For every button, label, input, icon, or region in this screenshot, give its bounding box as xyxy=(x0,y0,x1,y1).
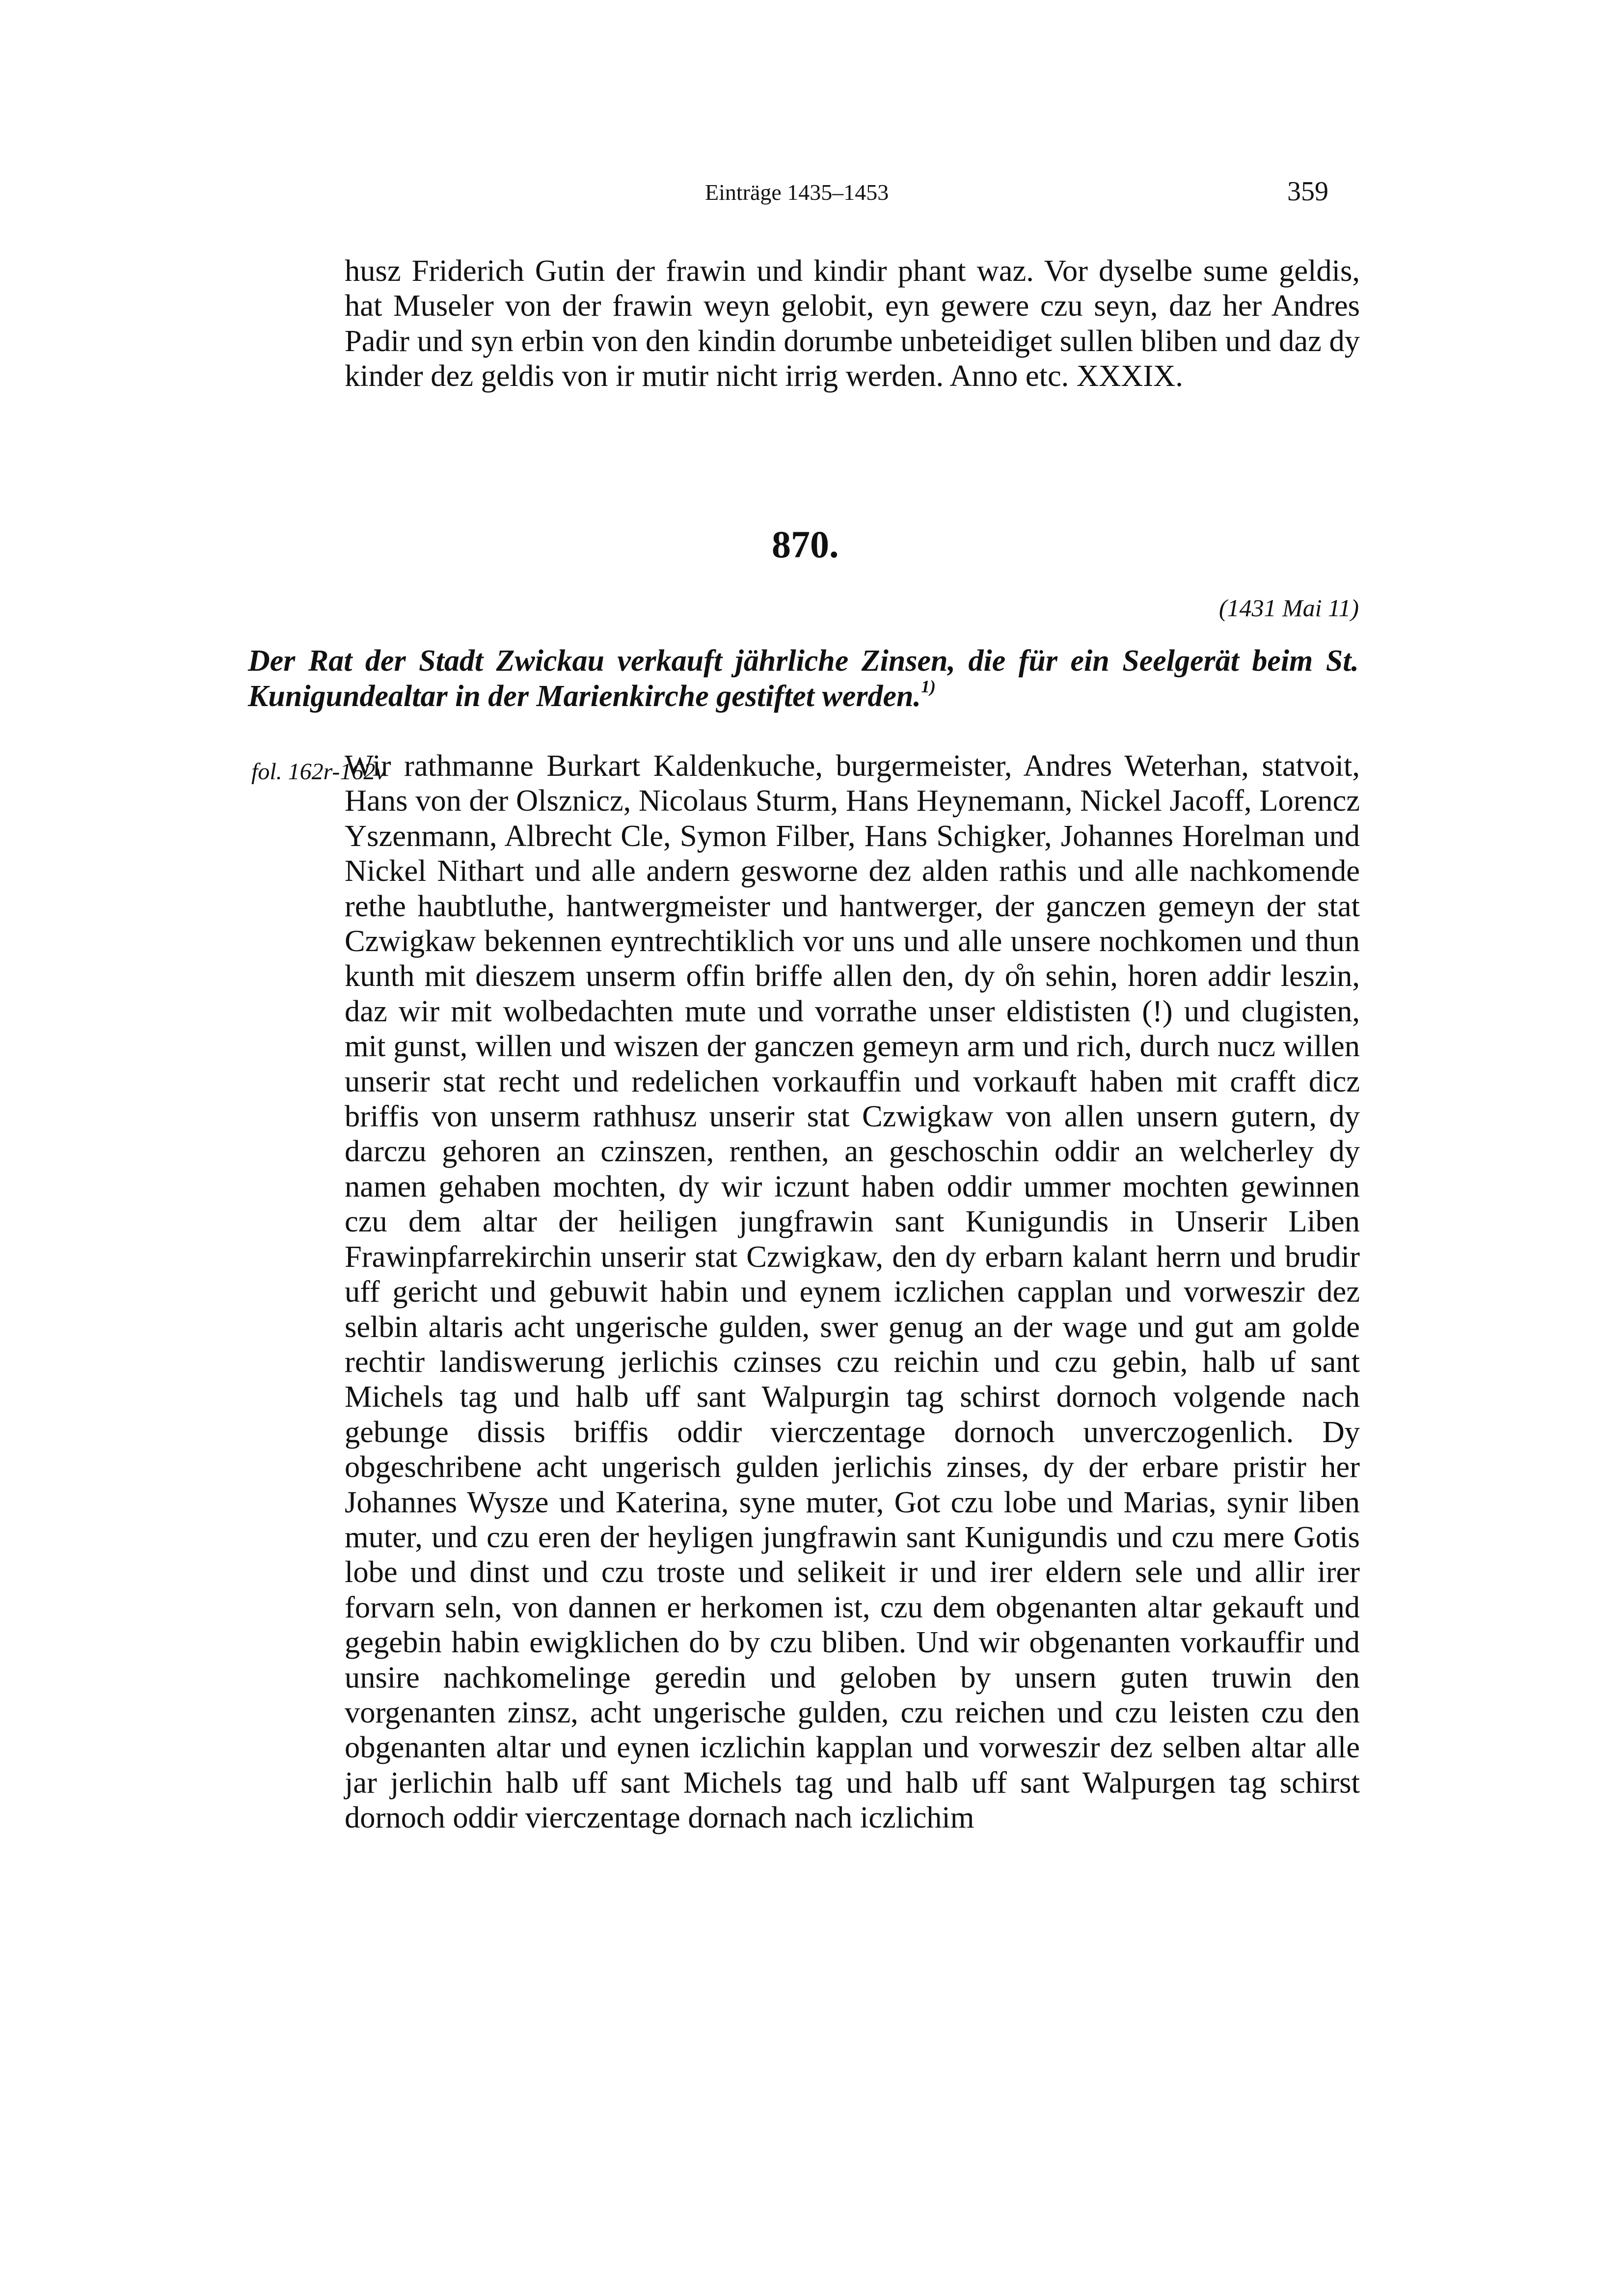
entry-number: 870. xyxy=(772,523,839,566)
footnote-marker: 1) xyxy=(921,677,936,696)
folio-reference: fol. 162r-162v xyxy=(251,759,386,785)
entry-summary xyxy=(248,643,1359,714)
entry-main-text: Wir rathmanne Burkart Kaldenkuche, burgermeister, Andres Weterhan, statvoit, Hans von der Olsznicz, Nicolaus Sturm, Hans Heynemann, Nickel Jacoff, Lorencz Yszenmann, Albrecht Cle, Symon Filber, Hans Schigker, Johannes Horelman und Nickel Nithart und alle andern gesworne dez alden rathis und alle nachkomende rethe haubtluthe, hantwergmeister und hantwerger, der ganczen gemeyn der stat Czwigkaw bekennen eyntrechtiklich vor uns und alle unsere nochkomen und thun kunth mit dieszem unserm offin briffe allen den, dy o̊n sehin, horen addir leszin, daz wir mit wolbedachten mute und vorrathe unser eldististen (!) und clugisten, mit gunst, willen und wiszen der ganczen gemeyn arm und rich, durch nucz willen unserir stat recht und redelichen vorkauffin und vorkauft haben mit crafft dicz briffis von unserm rathhusz unserir stat Czwigkaw von allen unsern gutern, dy darczu gehoren an czinszen, renthen, an geschoschin oddir an welcherley dy namen gehaben mochten, dy wir iczunt haben oddir ummer mochten gewinnen czu dem altar der heiligen jungfrawin sant Kunigundis in Unserir Liben Frawinpfarrekirchin unserir stat Czwigkaw, den dy erbarn kalant herrn und brudir uff gericht und gebuwit habin und eynem iczlichen capplan und vorweszir dez selbin altaris acht ungerische gulden, swer genug an der wage und gut am golde rechtir landiswerung jerlichis czinses czu reichin und czu gebin, halb uf sant Michels tag und halb uff sant Walpurgin tag schirst dornoch volgende nach gebunge dissis briffis oddir vierczentage dornoch unverczogenlich. Dy obgeschribene acht ungerisch gulden jerlichis zinses, dy der erbare pristir her Johannes Wysze und Katerina, syne muter, Got czu lobe und Marias, synir liben muter, und czu eren der heyligen jungfrawin sant Kunigundis und czu mere Gotis lobe und dinst und czu troste und selikeit ir und irer eldern sele und allir irer forvarn seln, von dannen er herkomen ist, czu dem obgenanten altar gekauft und gegebin habin ewigklichen do by czu bliben. Und wir obgenanten vorkauffir und unsire nachkomelinge geredin und geloben by unsern guten truwin den vorgenanten zinsz, acht ungerische gulden, czu reichen und czu leisten czu den obgenanten altar und eynen iczlichin kapplan und vorweszir dez selben altar alle jar jerlichin halb uff sant Michels tag und halb uff sant Walpurgen tag schirst dornoch oddir vierczentage dornach nach iczlichim xyxy=(345,748,1360,1835)
entry-summary-text: Der Rat der Stadt Zwickau verkauft jährliche Zinsen, die für ein Seelgerät beim St. Kunigundealtar in der Marienkirche gestiftet werden. xyxy=(248,644,1359,713)
entry-date: (1431 Mai 11) xyxy=(1218,594,1359,622)
previous-entry-text: husz Friderich Gutin der frawin und kindir phant waz. Vor dyselbe sume geldis, hat Museler von der frawin weyn gelobit, eyn gewere czu seyn, daz her Andres Padir und syn erbin von den kindin dorumbe unbeteidiget sullen bliben und daz dy kinder dez geldis von ir mutir nicht irrig werden. Anno etc. XXXIX. xyxy=(345,253,1360,393)
page-number: 359 xyxy=(1287,176,1328,207)
running-header-title: Einträge 1435–1453 xyxy=(705,180,889,205)
